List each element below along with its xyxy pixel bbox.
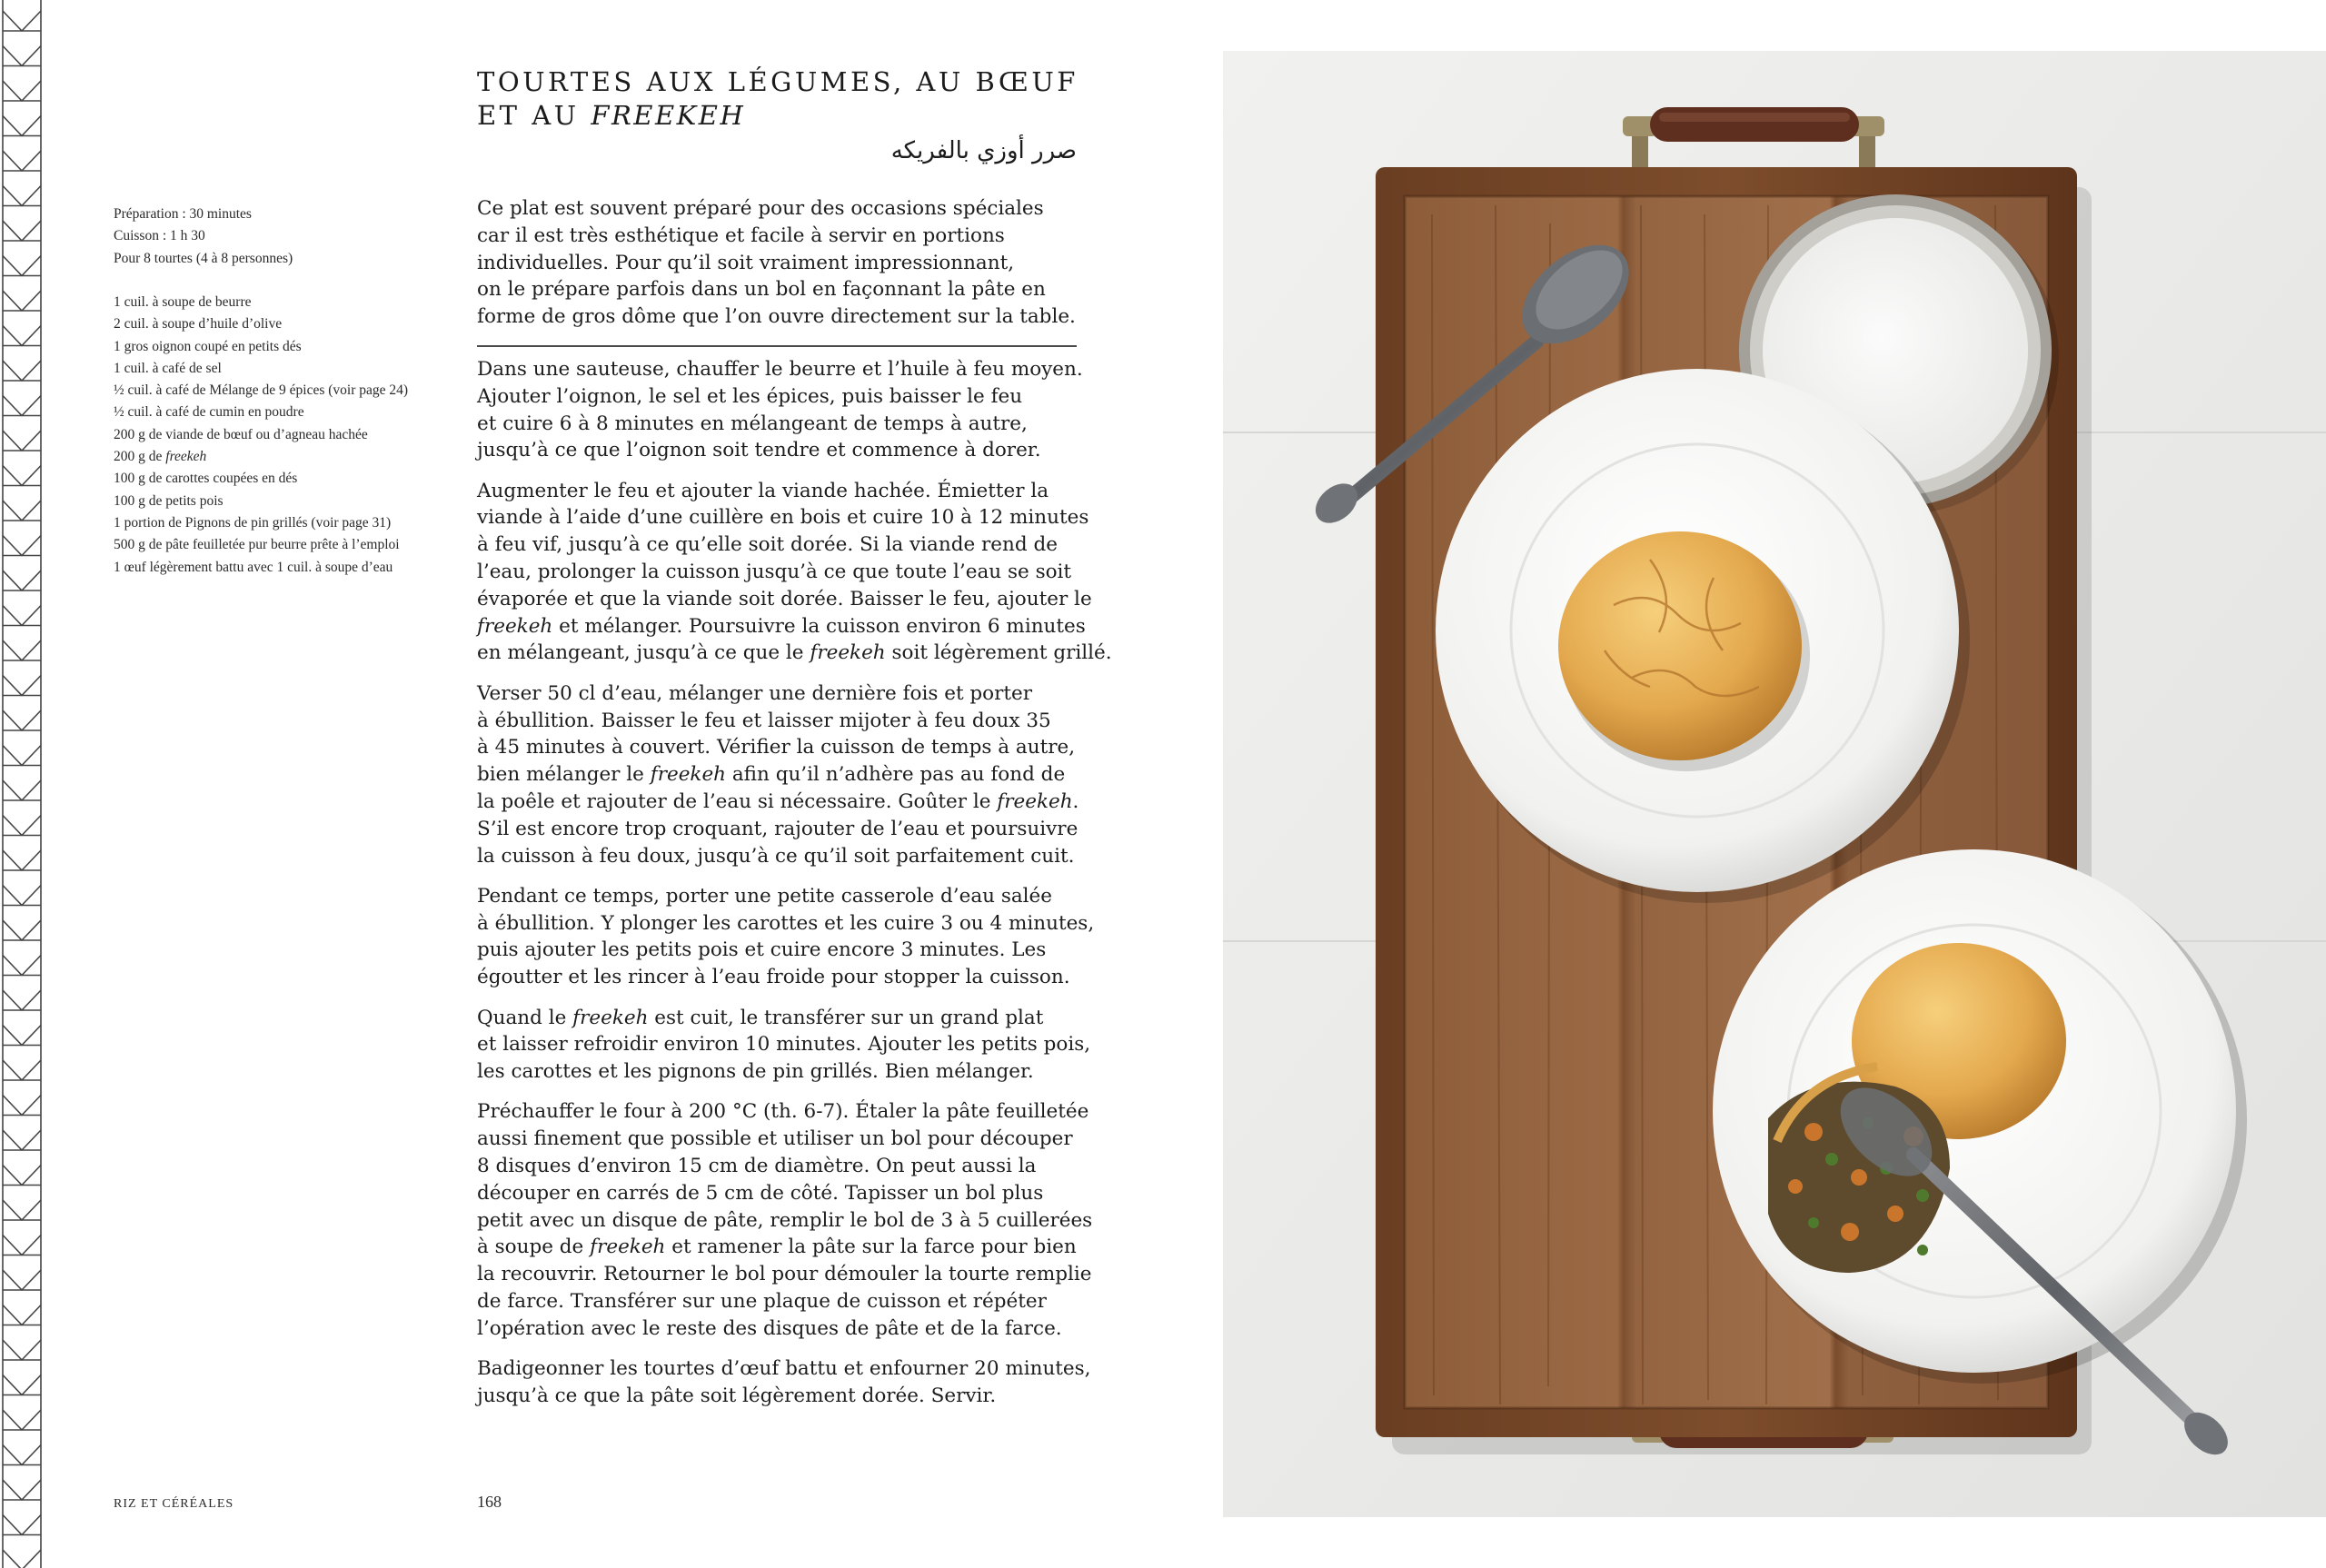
border-motif — [3, 291, 41, 311]
border-motif — [3, 466, 41, 486]
intro-line: forme de gros dôme que l’on ouvre directement sur la table. — [477, 305, 1076, 329]
step-line: Verser 50 cl d’eau, mélanger une dernière fois et porter — [477, 681, 1033, 705]
intro-line: individuelles. Pour qu’il soit vraiment impressionnant, — [477, 251, 1015, 274]
border-motif — [3, 1515, 41, 1535]
step-text: et ramener la pâte sur la farce pour bien — [665, 1236, 1077, 1259]
step-line: puis ajouter les petits pois et cuire encore 3 minutes. Les — [477, 938, 1047, 962]
freekeh-italic: freekeh — [590, 1236, 666, 1259]
decorative-border-pattern — [0, 0, 44, 1568]
border-motif — [3, 1340, 41, 1360]
ingredient-item: 500 g de pâte feuilletée pur beurre prête à l’emploi — [114, 537, 400, 553]
border-motif — [3, 1550, 41, 1568]
border-motif — [3, 221, 41, 241]
recipe-photo — [1223, 51, 2326, 1517]
step-text: la poêle et rajouter de l’eau si nécessaire. Goûter le — [477, 789, 998, 813]
border-motif — [3, 1060, 41, 1080]
ingredient-item: 1 gros oignon coupé en petits dés — [114, 338, 302, 354]
step-line: Ajouter l’oignon, le sel et les épices, puis baisser le feu — [477, 384, 1023, 408]
border-motif — [3, 816, 41, 836]
intro-line: Ce plat est souvent préparé pour des occasions spéciales — [477, 197, 1044, 220]
step-paragraph — [477, 883, 1095, 991]
step-line — [477, 613, 1086, 640]
border-motif — [3, 536, 41, 556]
step-line: Dans une sauteuse, chauffer le beurre et l’huile à feu moyen. — [477, 358, 1083, 381]
ingredient-text: 200 g de — [114, 449, 166, 465]
border-motif — [3, 256, 41, 276]
step-line: à ébullition. Y plonger les carottes et les cuire 3 ou 4 minutes, — [477, 911, 1095, 935]
freekeh-italic: freekeh — [810, 641, 886, 665]
step-text: est cuit, le transférer sur un grand plat — [648, 1006, 1044, 1029]
ingredient-item: ½ cuil. à café de cumin en poudre — [114, 404, 304, 421]
border-motif — [3, 151, 41, 171]
arabic-title: صرر أوزي بالفريكه — [890, 137, 1077, 164]
step-line — [477, 761, 1086, 789]
step-line — [477, 640, 1112, 667]
ingredient-list — [114, 292, 413, 579]
border-motif — [3, 956, 41, 976]
freekeh-italic: freekeh — [572, 1006, 649, 1029]
step-paragraph — [477, 680, 1086, 870]
step-text: Quand le — [477, 1006, 573, 1029]
border-motif — [3, 850, 41, 870]
step-line: à ébullition. Baisser le feu et laisser mijoter à feu doux 35 — [477, 709, 1051, 732]
step-line: à 45 minutes à couvert. Vérifier la cuisson de temps à autre, — [477, 736, 1076, 759]
ingredient-item: 100 g de carottes coupées en dés — [114, 471, 298, 487]
border-motif — [3, 1410, 41, 1430]
border-motif — [3, 780, 41, 800]
border-motif — [3, 1445, 41, 1465]
step-line: découper en carrés de 5 cm de côté. Tapisser un bol plus — [477, 1181, 1044, 1205]
step-line: la cuisson à feu doux, jusqu’à ce qu’il soit parfaitement cuit. — [477, 844, 1075, 868]
border-motif — [3, 1375, 41, 1395]
border-motif — [3, 1270, 41, 1290]
step-line: de farce. Transférer sur une plaque de cuisson et répéter — [477, 1290, 1047, 1313]
step-line: évaporée et que la viande soit dorée. Baisser le feu, ajouter le — [477, 587, 1092, 610]
border-motif — [3, 746, 41, 766]
recipe-title — [477, 65, 1095, 133]
portions: Pour 8 tourtes (4 à 8 personnes) — [114, 250, 293, 266]
title-line-1: TOURTES AUX LÉGUMES, AU BŒUF — [477, 66, 1079, 97]
border-motif — [3, 1166, 41, 1186]
border-motif — [3, 1096, 41, 1116]
title-line-2-prefix: ET AU — [477, 100, 591, 131]
step-paragraph — [477, 356, 1086, 464]
step-line: Badigeonner les tourtes d’œuf battu et enfourner 20 minutes, — [477, 1357, 1091, 1381]
border-motif — [3, 116, 41, 136]
border-motif — [3, 1200, 41, 1220]
step-line: et laisser refroidir environ 10 minutes. Ajouter les petits pois, — [477, 1033, 1091, 1057]
ingredient-item — [114, 446, 413, 468]
border-motif — [3, 1130, 41, 1150]
border-motif — [3, 361, 41, 381]
step-line: S’il est encore trop croquant, rajouter de l’eau et poursuivre — [477, 817, 1079, 840]
step-line: Augmenter le feu et ajouter la viande hachée. Émietter la — [477, 479, 1049, 502]
step-text: à soupe de — [477, 1236, 591, 1259]
border-motif — [3, 11, 41, 31]
intro-paragraph — [477, 195, 1086, 331]
freekeh-italic: freekeh — [477, 614, 553, 638]
step-line: viande à l’aide d’une cuillère en bois et cuire 10 à 12 minutes — [477, 506, 1089, 530]
border-motif — [3, 326, 41, 346]
title-line-2-italic: FREEKEH — [591, 100, 746, 131]
step-paragraph — [477, 1005, 1091, 1086]
step-line: l’eau, prolonger la cuisson jusqu’à ce que toute l’eau se soit — [477, 561, 1072, 584]
ingredient-item: 1 cuil. à café de sel — [114, 360, 222, 376]
step-line: aussi finement que possible et utiliser un bol pour découper — [477, 1127, 1073, 1151]
step-line — [477, 789, 1086, 816]
step-paragraph — [477, 1098, 1093, 1342]
border-motif — [3, 886, 41, 906]
step-line: à feu vif, jusqu’à ce qu’elle soit dorée. Si la viande rend de — [477, 533, 1058, 557]
border-motif — [3, 1026, 41, 1046]
border-motif — [3, 1236, 41, 1255]
step-text: soit légèrement grillé. — [885, 641, 1112, 665]
recipe-meta — [114, 203, 413, 270]
step-text: afin qu’il n’adhère pas au fond de — [726, 763, 1066, 787]
step-line — [477, 1234, 1086, 1261]
ingredient-item: 2 cuil. à soupe d’huile d’olive — [114, 316, 283, 332]
border-motif — [3, 571, 41, 590]
ingredient-item: 100 g de petits pois — [114, 492, 224, 509]
recipe-steps — [477, 356, 1112, 1423]
step-line: Préchauffer le four à 200 °C (th. 6-7). Étaler la pâte feuilletée — [477, 1100, 1089, 1124]
ingredient-item: 1 œuf légèrement battu avec 1 cuil. à soupe d’eau — [114, 559, 393, 575]
step-line: jusqu’à ce que l’oignon soit tendre et commence à dorer. — [477, 439, 1041, 462]
intro-line: on le prépare parfois dans un bol en façonnant la pâte en — [477, 278, 1046, 302]
step-paragraph — [477, 1355, 1091, 1410]
step-line: la recouvrir. Retourner le bol pour démouler la tourte remplie — [477, 1263, 1092, 1286]
ingredient-item: ½ cuil. à café de Mélange de 9 épices (voir page 24) — [114, 382, 409, 399]
border-motif — [3, 46, 41, 66]
preparation-time: Préparation : 30 minutes — [114, 206, 252, 222]
step-line: l’opération avec le reste des disques de pâte et de la farce. — [477, 1316, 1062, 1340]
step-line: égoutter et les rincer à l’eau froide pour stopper la cuisson. — [477, 966, 1070, 989]
border-motif — [3, 396, 41, 416]
border-motif — [3, 640, 41, 660]
border-motif — [3, 606, 41, 626]
step-line: jusqu’à ce que la pâte soit légèrement dorée. Servir. — [477, 1384, 997, 1407]
step-text: et mélanger. Poursuivre la cuisson environ 6 minutes — [552, 614, 1086, 638]
step-text: en mélangeant, jusqu’à ce que le — [477, 641, 810, 665]
section-name: RIZ ET CÉRÉALES — [114, 1497, 234, 1511]
border-motif — [3, 710, 41, 730]
freekeh-italic: freekeh — [997, 789, 1073, 813]
step-line: les carottes et les pignons de pin grillés. Bien mélanger. — [477, 1060, 1034, 1084]
ingredient-item: 1 portion de Pignons de pin grillés (voir page 31) — [114, 514, 392, 531]
border-motif — [3, 186, 41, 206]
ingredient-item: 200 g de viande de bœuf ou d’agneau hachée — [114, 426, 368, 442]
border-motif — [3, 1480, 41, 1500]
step-paragraph — [477, 478, 1112, 668]
step-line: Pendant ce temps, porter une petite casserole d’eau salée — [477, 884, 1053, 908]
border-motif — [3, 501, 41, 521]
divider — [477, 345, 1077, 347]
step-text: . — [1072, 789, 1079, 813]
border-motif — [3, 1305, 41, 1325]
ingredient-item: 1 cuil. à soupe de beurre — [114, 294, 252, 310]
step-line — [477, 1005, 1086, 1032]
step-line: et cuire 6 à 8 minutes en mélangeant de temps à autre, — [477, 412, 1028, 435]
border-motif — [3, 920, 41, 940]
border-motif — [3, 990, 41, 1010]
step-text: bien mélanger le — [477, 763, 651, 787]
step-line: 8 disques d’environ 15 cm de diamètre. On peut aussi la — [477, 1155, 1037, 1178]
cooking-time: Cuisson : 1 h 30 — [114, 228, 205, 244]
border-motif — [3, 81, 41, 101]
freekeh-italic: freekeh — [650, 763, 727, 787]
ingredient-italic: freekeh — [165, 449, 207, 465]
step-line: petit avec un disque de pâte, remplir le bol de 3 à 5 cuillerées — [477, 1208, 1093, 1232]
intro-line: car il est très esthétique et facile à servir en portions — [477, 223, 1005, 247]
border-motif — [3, 431, 41, 451]
border-motif — [3, 676, 41, 696]
page-number: 168 — [477, 1493, 502, 1511]
